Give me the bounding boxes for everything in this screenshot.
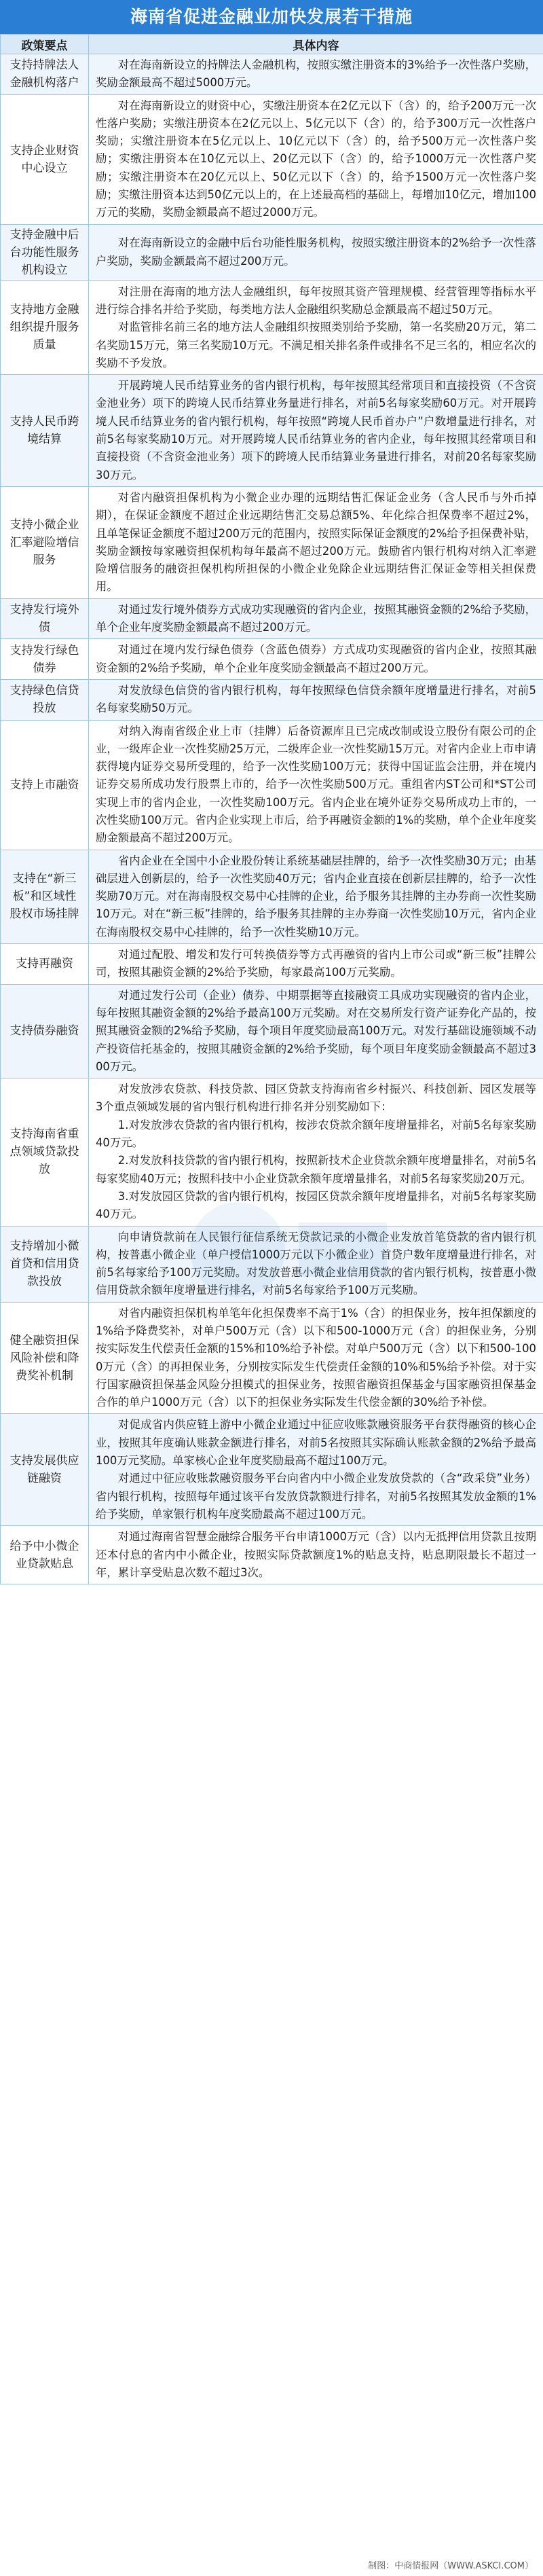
policy-key: 支持发行绿色债券 (1, 639, 89, 680)
policy-paragraph: 1.对发放涉农贷款的省内银行机构，按涉农贷款余额年度增量排名，对前5名每家奖励40万元。 (96, 1118, 536, 1150)
policy-key: 给予中小微企业贷款贴息 (1, 1526, 89, 1584)
table-row (1, 944, 543, 985)
table-row (1, 1414, 543, 1526)
table-row (1, 984, 543, 1078)
policy-content (89, 720, 543, 850)
policy-paragraph: 对省内融资担保机构为小微企业办理的远期结售汇保证金业务（含人民币与外币掉期），在保证金额度不超过企业远期结售汇交易总额5%、年化综合担保费率不超过2%，且单笔保证金额度不超过200万元的范围内，按照实际保证金额度的2%给予担保费补贴，奖励金额按每家融资担保机构每年最高不超过200万元。鼓励省内银行机构对纳入汇率避险增信服务的融资担保机构所担保的小微企业免除企业远期结售汇保证金等相关担保费用。 (96, 490, 536, 594)
policy-paragraph: 对通过在境内发行绿色债券（含蓝色债券）方式成功实现融资的省内企业，按照其融资金额的2%给予奖励，单个企业年度奖励金额最高不超过200万元。 (96, 643, 536, 674)
table-row (1, 54, 543, 95)
policy-key: 支持人民币跨境结算 (1, 375, 89, 487)
policy-paragraph: 对纳入海南省级企业上市（挂牌）后备资源库且已完成改制或设立股份有限公司的企业，一级库企业一次性奖励25万元，二级库企业一次性奖励15万元。对省内企业上市申请获得境内证券交易所受理的，给予一次性奖励100万元；获得中国证监会注册，并在境内证券交易所成功发行股票上市的，给予一次性奖励500万元。重组省内ST公司和*ST公司实现上市的省内企业，一次性奖励100万元。省内企业在境外证券交易所成功上市的，一次性奖励100万元。省内企业实现上市后，给予再融资金额的1%的奖励，单个企业年度奖励金额最高不超过200万元。 (96, 724, 536, 845)
policy-content (89, 1526, 543, 1584)
policy-paragraph: 开展跨境人民币结算业务的省内银行机构，每年按照其经常项目和直接投资（不含资金池业务）项下的跨境人民币结算业务量进行排名，对前5名每家奖励60万元。对开展跨境人民币结算业务的省内银行机构，每年按照“跨境人民币首办户”户数增量进行排名，对前5名每家奖励10万元。对开展跨境人民币结算业务的省内企业，每年按照其经常项目和直接投资（不含资金池业务）项下的跨境人民币结算业务量进行排名，对前20名每家奖励30万元。 (96, 379, 536, 482)
policy-content (89, 598, 543, 639)
policy-paragraph: 对注册在海南的地方法人金融组织，每年按照其资产管理规模、经营管理等指标水平进行综合排名并给予奖励，每类地方法人金融组织奖励总金额最高不超过50万元。 (96, 285, 536, 316)
policy-content (89, 1078, 543, 1226)
policy-key: 支持持牌法人金融机构落户 (1, 54, 89, 95)
policy-paragraph: 省内企业在全国中小企业股份转让系统基础层挂牌的，给予一次性奖励30万元；由基础层进入创新层的，给予一次性奖励40万元；省内企业直接在创新层挂牌的，给予一次性奖励70万元。对在海南股权交易中心挂牌的企业，给予服务其挂牌的主办券商一次性奖励10万元。对在“新三板”挂牌的，给予服务其挂牌的主办券商一次性奖励10万元，省内企业在海南股权交易中心挂牌的，给予一次性奖励10万元。 (96, 854, 536, 939)
policy-content (89, 1226, 543, 1302)
policy-paragraph: 对通过中征应收账款融资服务平台向省内中小微企业发放贷款的（含“政采贷”业务）省内银行机构，按照每年通过该平台发放贷款额进行排名，对前5名按照其发放金额的1%给予奖励，单家银行机构年度奖励最高不超过100万元。 (96, 1472, 536, 1521)
table-body (1, 54, 543, 1584)
table-row (1, 639, 543, 680)
policy-content (89, 375, 543, 487)
policy-paragraph: 对促成省内供应链上游中小微企业通过中征应收账款融资服务平台获得融资的核心企业，按照其年度确认账款金额进行排名，对前5名按照其实际确认账款金额的2%给予最高100万元奖励。单家核心企业年度奖励最高不超过100万元。 (96, 1418, 536, 1468)
policy-content (89, 1414, 543, 1526)
policy-key: 支持上市融资 (1, 720, 89, 850)
policy-paragraph: 对通过发行境外债券方式成功实现融资的省内企业，按照其融资金额的2%给予奖励，单个企业年度奖励金额最高不超过200万元。 (96, 602, 536, 634)
table-row (1, 224, 543, 280)
table-header-row (1, 35, 543, 54)
table-row (1, 1302, 543, 1414)
policy-key: 支持增加小微首贷和信用贷款投放 (1, 1226, 89, 1302)
policy-key: 支持债券融资 (1, 984, 89, 1078)
policy-paragraph: 3.对发放园区贷款的省内银行机构，按园区贷款余额年度增量排名，对前5名每家奖励40万元。 (96, 1189, 536, 1221)
table-row (1, 1526, 543, 1584)
source-footer: 制图：中商情报网（WWW.ASKCI.COM） (368, 2561, 533, 2571)
policy-content (89, 280, 543, 374)
policy-content (89, 94, 543, 224)
policy-content (89, 679, 543, 720)
policy-content (89, 54, 543, 95)
policy-content (89, 1302, 543, 1414)
policy-paragraph: 对通过海南省智慧金融综合服务平台申请1000万元（含）以内无抵押信用贷款且按期还本付息的省内中小微企业，按照实际贷款额度1%的贴息支持，贴息期限最长不超过一年，累计享受贴息次数不超过3次。 (96, 1530, 536, 1579)
table-row (1, 679, 543, 720)
policy-paragraph: 对在海南新设立的财资中心，实缴注册资本在2亿元以下（含）的，给予200万元一次性落户奖励；实缴注册资本在2亿元以上、5亿元以下（含）的，给予300万元一次性落户奖励；实缴注册资本在5亿元以上、10亿元以下（含）的，给予500万元一次性落户奖励；实缴注册资本在10亿元以上、20亿元以下（含）的，给予1000万元一次性落户奖励；实缴注册资本在20亿元以上、50亿元以下（含）的，给予1500万元一次性落户奖励；实缴注册资本达到50亿元以上的，在上述最高档的基础上，每增加10亿元，增加100万元的奖励，奖励金额最高不超过2000万元。 (96, 98, 536, 219)
policy-key: 支持金融中后台功能性服务机构设立 (1, 224, 89, 280)
policy-paragraph: 对发放绿色信贷的省内银行机构，每年按照绿色信贷余额年度增量进行排名，对前5名每家奖励50万元。 (96, 683, 536, 715)
policy-paragraph: 对在海南新设立的金融中后台功能性服务机构，按照实缴注册资本的2%给予一次性落户奖励，奖励金额最高不超过200万元。 (96, 236, 536, 268)
policy-paragraph: 对发放涉农贷款、科技贷款、园区贷款支持海南省乡村振兴、科技创新、园区发展等3个重点领域发展的省内银行机构进行排名并分别奖励如下： (96, 1083, 536, 1114)
policy-key: 支持地方金融组织提升服务质量 (1, 280, 89, 374)
policy-paragraph: 向申请贷款前在人民银行征信系统无贷款记录的小微企业发放首笔贷款的省内银行机构，按普惠小微企业（单户授信1000万元以下小微企业）首贷户数年度增量进行排名，对前5名每家给予100万元奖励。对发放普惠小微企业信用贷款的省内银行机构，按普惠小微信用贷款余额年度增量进行排名，对前5名每家给予100万元奖励。 (96, 1230, 536, 1297)
table-row (1, 850, 543, 943)
table-row (1, 280, 543, 374)
policy-key: 支持小微企业汇率避险增信服务 (1, 486, 89, 598)
policy-paragraph: 2.对发放科技贷款的省内银行机构，按照新技术企业贷款余额年度增量排名，对前5名每家奖励40万元；按照科技中小企业贷款余额年度增量排名，对前5名每家奖励20万元。 (96, 1154, 536, 1185)
table-row (1, 1078, 543, 1226)
policy-key: 支持企业财资中心设立 (1, 94, 89, 224)
policy-content (89, 639, 543, 680)
policy-key: 支持海南省重点领域贷款投放 (1, 1078, 89, 1226)
policy-key: 支持发展供应链融资 (1, 1414, 89, 1526)
table-row (1, 375, 543, 487)
policy-content (89, 984, 543, 1078)
policy-paragraph: 对省内融资担保机构单笔年化担保费率不高于1%（含）的担保业务，按年担保额度的1%给予降费奖补，对单户500万元（含）以下和500-1000万元（含）的担保业务，分别按实际发生代偿责任金额的15%和10%给予补偿。对单户500万元（含）以下和500-1000万元（含）的再担保业务，分别按实际发生代偿责任金额的10%和5%给予补偿。对于实行国家融资担保基金风险分担模式的担保业务，按照省融资担保基金与国家融资担保基金合作的单户1000万元（含）以下的担保业务实际发生代偿金额的30%给予补偿。 (96, 1306, 536, 1409)
table-row (1, 94, 543, 224)
policy-key: 支持绿色信贷投放 (1, 679, 89, 720)
policy-table (0, 34, 543, 1584)
table-row (1, 486, 543, 598)
column-header-content: 具体内容 (89, 35, 543, 54)
table-row (1, 598, 543, 639)
policy-paragraph: 对在海南新设立的持牌法人金融机构，按照实缴注册资本的3%给予一次性落户奖励，奖励金额最高不超过5000万元。 (96, 58, 536, 90)
policy-content (89, 486, 543, 598)
policy-content (89, 224, 543, 280)
table-row (1, 1226, 543, 1302)
policy-paragraph: 对通过发行公司（企业）债券、中期票据等直接融资工具成功实现融资的省内企业，每年按照其融资金额的2%给予最高100万元奖励。对在交易所发行资产证券化产品的，按照其融资金额的2%给予奖励，每个项目年度奖励最高100万元。对发行基础设施领域不动产投资信托基金的，按照其融资金额的2%给予奖励，每个项目年度奖励金额最高不超过300万元。 (96, 988, 536, 1073)
policy-key: 健全融资担保风险补偿和降费奖补机制 (1, 1302, 89, 1414)
policy-key: 支持发行境外债 (1, 598, 89, 639)
policy-paragraph: 对监管排名前三名的地方法人金融组织按照类别给予奖励，第一名奖励20万元，第二名奖励15万元，第三名奖励10万元。不满足相关排名条件或排名不足三名的，相应名次的奖励不予发放。 (96, 321, 536, 369)
page-title: 海南省促进金融业加快发展若干措施 (0, 0, 543, 34)
policy-content (89, 850, 543, 943)
column-header-key: 政策要点 (1, 35, 89, 54)
policy-key: 支持在“新三板”和区域性股权市场挂牌 (1, 850, 89, 943)
policy-content (89, 944, 543, 985)
policy-paragraph: 对通过配股、增发和发行可转换债券等方式再融资的省内上市公司或“新三板”挂牌公司，按照其融资金额的2%给予奖励，每家最高100万元奖励。 (96, 948, 536, 979)
policy-key: 支持再融资 (1, 944, 89, 985)
table-row (1, 720, 543, 850)
